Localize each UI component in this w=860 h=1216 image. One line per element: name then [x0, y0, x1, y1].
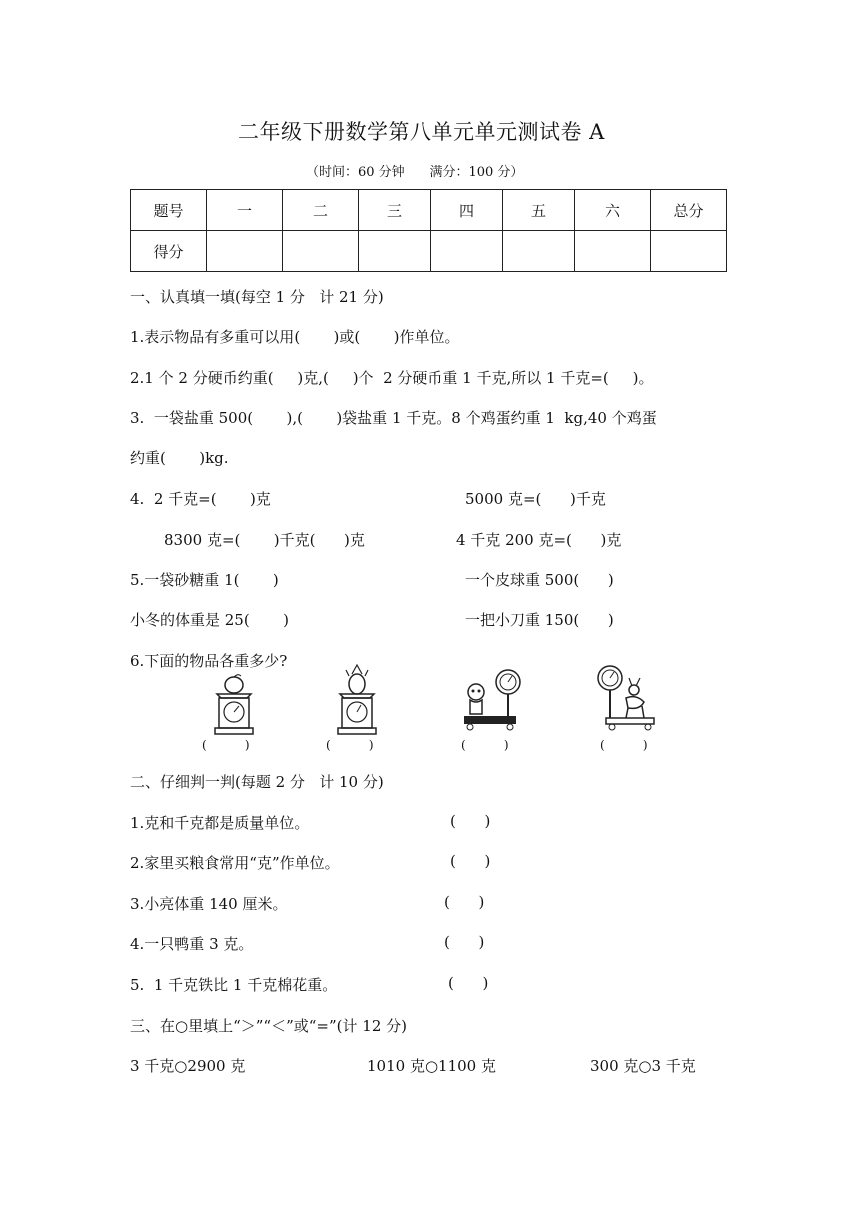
- score-table-header-cell: 二: [283, 190, 359, 231]
- score-table-header-cell: 三: [359, 190, 431, 231]
- platform-scale-with-deer-icon: [596, 664, 660, 732]
- judge-item-4: 4.一只鸭重 3 克。: [130, 935, 254, 953]
- question-1-3-line1: 3. 一袋盐重 500( ),( )袋盐重 1 千克。8 个鸡蛋约重 1 kg,40 个鸡蛋: [130, 409, 657, 427]
- score-table-score-row: [131, 231, 727, 272]
- section1-heading: 一、认真填一填(每空 1 分 计 21 分): [130, 288, 384, 306]
- judge-blank-4[interactable]: ( ): [444, 933, 485, 951]
- time-and-score-info: （时间：60 分钟 满分：100 分）: [306, 165, 524, 180]
- compare-item-3[interactable]: 300 克○3 千克: [590, 1057, 696, 1075]
- score-table-row-label: 得分: [131, 231, 207, 272]
- section3-heading: 三、在○里填上“＞”“＜”或“=”(计 12 分): [130, 1017, 407, 1035]
- score-table-header-cell: 六: [575, 190, 651, 231]
- question-1-5a: 5.一袋砂糖重 1( ): [130, 571, 279, 589]
- score-table-header-cell: 总分: [651, 190, 727, 231]
- platform-scale-with-monkey-icon: [460, 666, 524, 732]
- score-cell[interactable]: [207, 231, 283, 272]
- judge-item-5: 5. 1 千克铁比 1 千克棉花重。: [130, 976, 338, 994]
- compare-item-2[interactable]: 1010 克○1100 克: [367, 1057, 496, 1075]
- score-cell[interactable]: [503, 231, 575, 272]
- answer-blank-3[interactable]: ( ): [461, 738, 509, 752]
- score-table-header-cell: 五: [503, 190, 575, 231]
- question-1-4b: 5000 克=( )千克: [465, 490, 606, 508]
- score-table: [130, 189, 727, 272]
- answer-blank-2[interactable]: ( ): [326, 738, 374, 752]
- scale-with-pineapple-icon: [328, 664, 386, 738]
- question-1-4c: 8300 克=( )千克( )克: [164, 531, 365, 549]
- question-1-2: 2.1 个 2 分硬币约重( )克,( )个 2 分硬币重 1 千克,所以 1 千克=( )。: [130, 369, 654, 387]
- answer-blank-4[interactable]: ( ): [600, 738, 648, 752]
- score-table-header-cell: 四: [431, 190, 503, 231]
- judge-item-3: 3.小亮体重 140 厘米。: [130, 895, 288, 913]
- judge-item-2: 2.家里买粮食常用“克”作单位。: [130, 854, 340, 872]
- score-cell[interactable]: [359, 231, 431, 272]
- question-1-1: 1.表示物品有多重可以用( )或( )作单位。: [130, 328, 460, 346]
- score-cell[interactable]: [575, 231, 651, 272]
- question-1-5d: 一把小刀重 150( ): [465, 611, 614, 629]
- judge-item-1: 1.克和千克都是质量单位。: [130, 814, 310, 832]
- judge-blank-1[interactable]: ( ): [450, 812, 491, 830]
- score-table-header-cell: 一: [207, 190, 283, 231]
- scale-with-peach-icon: [205, 672, 263, 738]
- question-1-5b: 一个皮球重 500( ): [465, 571, 614, 589]
- compare-item-1[interactable]: 3 千克○2900 克: [130, 1057, 246, 1075]
- score-cell[interactable]: [283, 231, 359, 272]
- score-table-header-row: [131, 190, 727, 231]
- judge-blank-2[interactable]: ( ): [450, 852, 491, 870]
- score-cell[interactable]: [651, 231, 727, 272]
- question-1-4a: 4. 2 千克=( )克: [130, 490, 271, 508]
- question-1-3-line2: 约重( )kg.: [130, 449, 229, 467]
- judge-blank-5[interactable]: ( ): [448, 974, 489, 992]
- judge-blank-3[interactable]: ( ): [444, 893, 485, 911]
- question-1-4d: 4 千克 200 克=( )克: [456, 531, 622, 549]
- page-title: 二年级下册数学第八单元单元测试卷 A: [238, 120, 605, 144]
- answer-blank-1[interactable]: ( ): [202, 738, 250, 752]
- score-cell[interactable]: [431, 231, 503, 272]
- score-table-header-cell: 题号: [131, 190, 207, 231]
- question-1-6: 6.下面的物品各重多少?: [130, 652, 288, 670]
- question-1-5c: 小冬的体重是 25( ): [130, 611, 289, 629]
- section2-heading: 二、仔细判一判(每题 2 分 计 10 分): [130, 773, 384, 791]
